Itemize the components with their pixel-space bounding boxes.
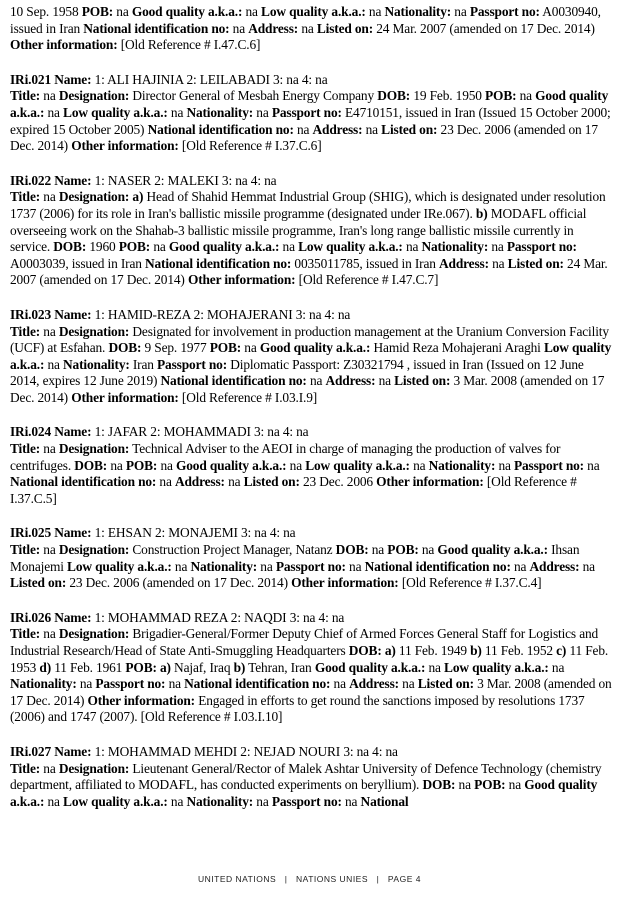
field-value: [Old Reference # I.37.C.4] — [398, 575, 542, 591]
field-label: Designation: — [58, 189, 130, 205]
field-label: Low quality a.k.a.: — [63, 793, 168, 809]
field-value: na — [398, 676, 418, 692]
field-value: 9 Sep. 1977 — [141, 340, 210, 356]
field-value: 11 Feb. 1949 — [395, 643, 471, 658]
field-label: Good quality a.k.a.: — [168, 239, 280, 255]
field-value: MODAFL official overseeing work on the Shahab-3 ballistic missile programme, Iran's long range ballistic missile currently in service. — [10, 205, 587, 255]
field-label: Passport no: — [271, 104, 342, 120]
field-value: na — [425, 659, 445, 675]
list-entry — [10, 525, 612, 591]
field-value: 24 Mar. 2007 (amended on 17 Dec. 2014) — [373, 20, 595, 36]
field-label: POB: — [125, 659, 157, 675]
field-value: na — [330, 676, 350, 692]
field-value: na — [76, 676, 96, 692]
list-entry — [10, 307, 612, 407]
field-label: Passport no: — [469, 4, 540, 19]
field-value: 1: NASER 2: MALEKI 3: na 4: na — [91, 172, 277, 188]
field-value: 1: ALI HAJINIA 2: LEILABADI 3: na 4: na — [91, 71, 328, 87]
field-value: na — [40, 626, 59, 642]
field-label: DOB: — [422, 777, 456, 793]
field-label: Passport no: — [271, 793, 342, 809]
list-entry — [10, 744, 612, 810]
field-label: IRi.022 — [10, 172, 51, 188]
field-label: Designation: — [58, 760, 130, 776]
field-value: na — [495, 457, 514, 473]
field-label: Good quality a.k.a.: — [131, 4, 243, 19]
field-label: b) — [233, 659, 246, 675]
field-label: Low quality a.k.a.: — [10, 340, 612, 372]
page-footer: UNITED NATIONS | NATIONS UNIES | PAGE 4 — [198, 874, 421, 884]
field-value: 24 Mar. 2007 (amended on 17 Dec. 2014) — [10, 255, 608, 288]
field-label: Low quality a.k.a.: — [305, 457, 410, 473]
field-label: Good quality a.k.a.: — [175, 457, 287, 473]
field-label: Address: — [174, 474, 225, 490]
field-value: Designated for involvement in production management at the Uranium Conversion Facility (UCF) at Esfahan. — [10, 323, 609, 356]
field-label: Listed on: — [394, 373, 451, 389]
field-label: Other information: — [291, 575, 399, 591]
field-label: d) — [39, 659, 51, 675]
field-label: National identification no: — [147, 121, 294, 137]
field-label: Address: — [325, 373, 376, 389]
field-label: Address: — [529, 558, 580, 574]
field-label: National — [360, 793, 409, 809]
field-value: na — [242, 4, 262, 19]
field-label: Listed on: — [381, 121, 438, 137]
field-value: na — [253, 104, 272, 120]
field-label: Other information: — [376, 474, 484, 490]
field-label: IRi.027 — [10, 743, 51, 759]
field-value: na — [306, 373, 326, 389]
field-value: na — [167, 793, 187, 809]
field-label: Listed on: — [243, 474, 300, 490]
field-label: Listed on: — [10, 575, 67, 591]
field-value: na — [488, 239, 507, 255]
field-value: na — [156, 474, 175, 490]
field-value: [Old Reference # I.03.I.9] — [178, 389, 318, 405]
field-value: na — [150, 239, 169, 255]
field-label: a) — [160, 659, 171, 675]
field-value: na — [298, 20, 317, 36]
field-value: na — [293, 121, 313, 137]
field-value: na — [44, 104, 64, 120]
field-value: Director General of Mesbah Energy Company — [129, 88, 378, 104]
field-label: Listed on: — [316, 20, 374, 36]
field-label: Passport no: — [506, 239, 577, 255]
field-label: Address: — [248, 20, 299, 36]
field-label: Title: — [10, 441, 41, 457]
document-page — [10, 4, 612, 828]
field-value: na — [375, 373, 395, 389]
field-value: 3 Mar. 2008 (amended on 17 Dec. 2014) — [10, 676, 612, 708]
field-label: Nationality: — [428, 457, 496, 473]
field-label: National identification no: — [160, 373, 307, 389]
field-label: National identification no: — [10, 474, 157, 490]
field-value: Brigadier-General/Former Deputy Chief of Armed Forces General Staff for Logistics and Industrial Research/Head of State Anti-Smuggling Headquarters — [10, 626, 599, 658]
field-value: na — [224, 474, 244, 490]
field-value: 3 Mar. 2008 (amended on 17 Dec. 2014) — [10, 373, 605, 405]
field-value: Technical Adviser to the AEOI in charge of managing the production of valves for centrifuges. — [10, 441, 561, 473]
field-label: Good quality a.k.a.: — [10, 777, 598, 809]
field-label: IRi.024 — [10, 424, 51, 440]
field-value: na — [40, 542, 59, 558]
field-label: Low quality a.k.a.: — [67, 558, 172, 574]
field-label: Nationality: — [186, 104, 254, 120]
field-label: IRi.023 — [10, 306, 51, 322]
field-label: Low quality a.k.a.: — [298, 239, 403, 255]
field-label: Name: — [54, 306, 92, 322]
field-label: IRi.021 — [10, 71, 51, 87]
field-value: Engaged in efforts to get round the sanctions imposed by resolutions 1737 (2006) and 1747 (2007). [Old Reference # I.03.I.10] — [10, 692, 585, 725]
list-entry — [10, 610, 612, 726]
field-value: 1: MOHAMMAD REZA 2: NAQDI 3: na 4: na — [91, 609, 345, 625]
field-value: Iran — [129, 356, 158, 372]
field-label: Title: — [10, 760, 41, 776]
field-value: na — [583, 457, 600, 473]
field-value: na — [241, 340, 260, 356]
field-value: Tehran, Iran — [245, 659, 315, 675]
field-label: a) — [132, 189, 144, 205]
field-label: DOB: — [53, 239, 87, 255]
field-value: na — [341, 793, 361, 809]
field-label: Low quality a.k.a.: — [63, 104, 168, 120]
field-label: Passport no: — [157, 356, 228, 372]
field-label: Designation: — [58, 323, 130, 339]
field-value: 1: EHSAN 2: MONAJEMI 3: na 4: na — [91, 525, 296, 541]
field-value: na — [365, 4, 385, 19]
field-label: Name: — [54, 172, 92, 188]
field-value: na — [167, 104, 187, 120]
field-label: DOB: — [74, 457, 108, 473]
field-value: na — [40, 441, 59, 457]
list-entry — [10, 424, 612, 507]
field-label: IRi.025 — [10, 525, 51, 541]
field-value: na — [451, 4, 470, 19]
field-value: na — [345, 558, 365, 574]
field-label: Other information: — [87, 692, 195, 708]
field-value: na — [107, 457, 126, 473]
field-value: Construction Project Manager, Natanz — [129, 542, 336, 558]
field-value: na — [579, 558, 595, 574]
field-value: na — [44, 356, 64, 372]
field-value: [Old Reference # I.47.C.6] — [117, 37, 261, 53]
field-value: na — [40, 323, 59, 339]
field-label: Title: — [10, 323, 41, 339]
field-value: na — [516, 88, 536, 104]
field-label: a) — [384, 643, 396, 658]
field-label: b) — [475, 205, 488, 221]
field-label: Listed on: — [507, 255, 564, 271]
field-label: Designation: — [58, 542, 130, 558]
field-value: na — [510, 558, 530, 574]
field-label: Good quality a.k.a.: — [10, 88, 609, 120]
field-label: IRi.026 — [10, 609, 51, 625]
field-value: A0030940, issued in Iran — [10, 4, 601, 36]
field-value: E4710151, issued in Iran (Issued 15 October 2000; expired 15 October 2005) — [10, 104, 611, 137]
field-label: POB: — [81, 4, 114, 19]
field-value: Lieutenant General/Rector of Malek Ashtar University of Defence Technology (chemistry department, affiliated to MODAFL, has conducted experiments on beryllium). — [10, 760, 602, 793]
field-value: na — [409, 457, 429, 473]
field-label: Low quality a.k.a.: — [444, 659, 549, 675]
field-value: 1: HAMID-REZA 2: MOHAJERANI 3: na 4: na — [91, 306, 351, 322]
field-label: National identification no: — [364, 558, 511, 574]
field-value: Diplomatic Passport: Z30321794 , issued in Iran (Issued on 12 June 2014, expires 12 June 2019) — [10, 356, 584, 389]
field-label: DOB: — [108, 340, 142, 356]
field-label: Good quality a.k.a.: — [437, 542, 548, 558]
field-value: [Old Reference # I.37.C.5] — [10, 474, 577, 506]
field-value: na — [40, 760, 59, 776]
field-value: Hamid Reza Mohajerani Araghi — [370, 340, 544, 356]
field-value: 1: JAFAR 2: MOHAMMADI 3: na 4: na — [91, 424, 309, 440]
field-value: na — [505, 777, 525, 793]
field-value: na — [229, 20, 249, 36]
field-label: Title: — [10, 626, 41, 642]
field-label: National identification no: — [83, 20, 230, 36]
field-label: Designation: — [58, 441, 130, 457]
field-label: POB: — [485, 88, 517, 104]
field-label: Address: — [349, 676, 399, 692]
field-value: [Old Reference # I.47.C.7] — [295, 272, 439, 288]
field-label: Low quality a.k.a.: — [261, 4, 366, 19]
field-label: Designation: — [58, 626, 130, 642]
field-value: na — [253, 793, 272, 809]
field-value: 11 Feb. 1952 — [481, 643, 557, 658]
field-label: Name: — [54, 424, 92, 440]
field-value: 23 Dec. 2006 (amended on 17 Dec. 2014) — [10, 121, 598, 154]
field-label: Other information: — [10, 37, 118, 53]
field-value: 19 Feb. 1950 — [410, 88, 486, 104]
field-value: 10 Sep. 1958 — [10, 4, 82, 19]
field-label: Passport no: — [513, 457, 584, 473]
field-label: Name: — [54, 525, 92, 541]
field-value: na — [157, 457, 176, 473]
field-label: POB: — [118, 239, 151, 255]
field-value: [Old Reference # I.37.C.6] — [178, 138, 322, 154]
field-label: Good quality a.k.a.: — [314, 659, 426, 675]
field-value: na — [286, 457, 306, 473]
field-label: Other information: — [71, 389, 179, 405]
field-label: Nationality: — [421, 239, 489, 255]
field-value: na — [402, 239, 422, 255]
field-label: Designation: — [58, 88, 130, 104]
field-label: Title: — [10, 542, 41, 558]
field-label: POB: — [387, 542, 419, 558]
field-label: DOB: — [335, 542, 369, 558]
field-value: Ihsan Monajemi — [10, 542, 580, 574]
field-label: Address: — [439, 255, 489, 271]
list-entry — [10, 4, 612, 54]
field-label: c) — [556, 643, 567, 658]
field-value: 1960 — [86, 239, 119, 255]
field-label: DOB: — [377, 88, 411, 104]
field-label: Other information: — [71, 138, 179, 154]
field-value: na — [418, 542, 438, 558]
field-label: POB: — [474, 777, 506, 793]
field-label: Passport no: — [275, 558, 346, 574]
field-label: Nationality: — [186, 793, 254, 809]
field-label: Name: — [54, 71, 92, 87]
field-value: 11 Feb. 1953 — [10, 643, 609, 675]
field-value: Head of Shahid Hemmat Industrial Group (SHIG), which is designated under resolution 1737 (2006) for its role in Iran's ballistic missile programme (designated under IRe.067). — [10, 189, 606, 221]
field-value: na — [40, 189, 59, 205]
field-label: Title: — [10, 189, 41, 205]
field-value: na — [362, 121, 382, 137]
field-value: na — [165, 676, 185, 692]
field-value: na — [257, 558, 276, 574]
field-value: na — [44, 793, 64, 809]
list-entry — [10, 72, 612, 155]
field-label: POB: — [209, 340, 242, 356]
field-value: 0035011785, issued in Iran — [291, 255, 440, 271]
field-value: 23 Dec. 2006 (amended on 17 Dec. 2014) — [66, 575, 292, 591]
field-value: na — [368, 542, 388, 558]
list-entry — [10, 173, 612, 289]
field-value: na — [455, 777, 475, 793]
field-label: b) — [470, 643, 482, 658]
field-value: na — [40, 88, 59, 104]
field-label: National identification no: — [184, 676, 331, 692]
field-value: Najaf, Iraq — [170, 659, 234, 675]
field-label: Other information: — [187, 272, 296, 288]
field-value: na — [171, 558, 191, 574]
field-label: Nationality: — [10, 676, 77, 692]
field-label: Name: — [54, 609, 92, 625]
field-label: Passport no: — [95, 676, 166, 692]
field-value: A0003039, issued in Iran — [10, 255, 145, 271]
field-value: na — [113, 4, 132, 19]
field-label: Nationality: — [190, 558, 258, 574]
field-value: na — [548, 659, 565, 675]
field-value: na — [488, 255, 508, 271]
field-label: Nationality: — [384, 4, 452, 19]
field-label: National identification no: — [144, 255, 292, 271]
field-label: Good quality a.k.a.: — [259, 340, 371, 356]
field-label: DOB: — [348, 643, 382, 658]
field-value: na — [279, 239, 299, 255]
field-label: Nationality: — [63, 356, 130, 372]
field-label: Title: — [10, 88, 41, 104]
field-label: Address: — [312, 121, 363, 137]
field-label: POB: — [125, 457, 158, 473]
field-label: Name: — [54, 743, 92, 759]
field-label: Listed on: — [417, 676, 474, 692]
field-value: 1: MOHAMMAD MEHDI 2: NEJAD NOURI 3: na 4: na — [91, 743, 398, 759]
field-value: 23 Dec. 2006 — [299, 474, 377, 490]
field-value: 11 Feb. 1961 — [51, 659, 126, 675]
